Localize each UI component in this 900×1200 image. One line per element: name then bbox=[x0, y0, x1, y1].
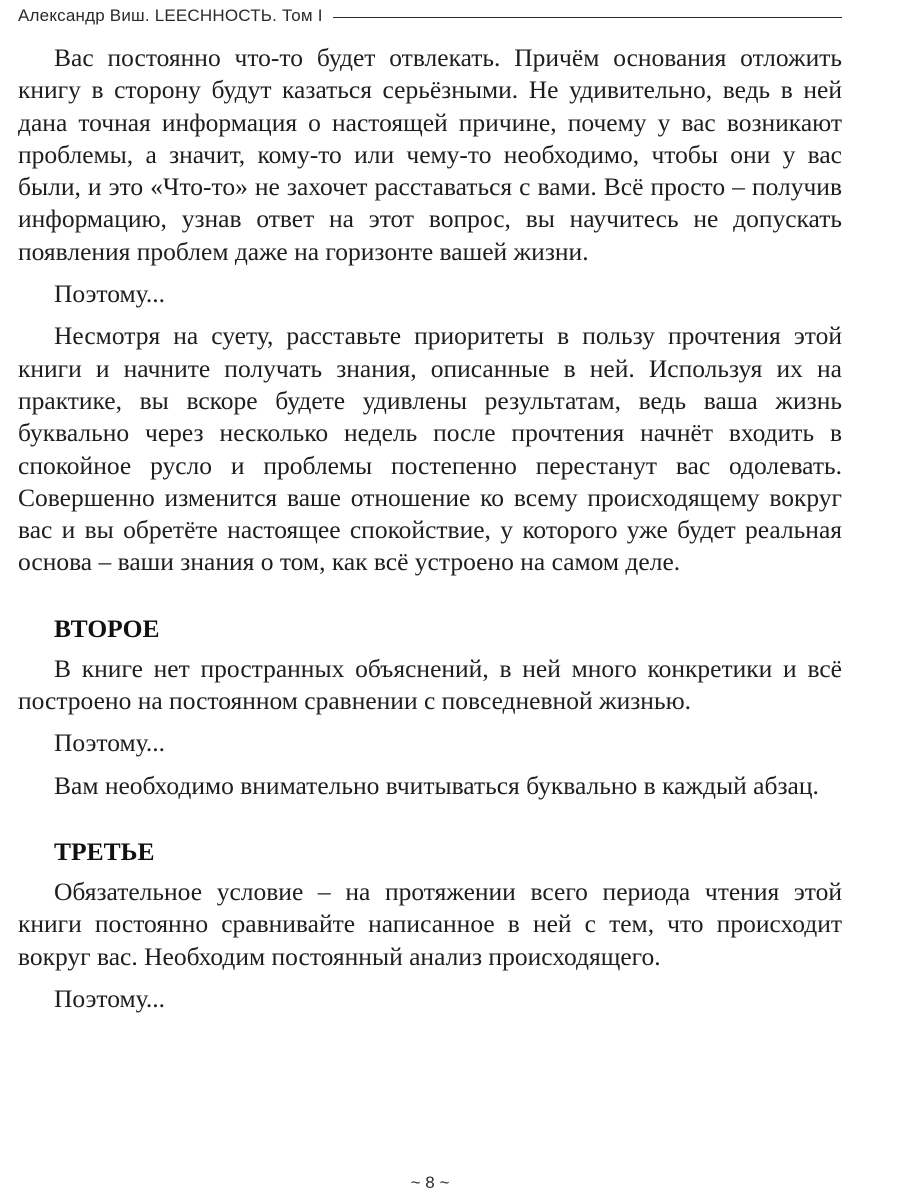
page-body bbox=[18, 42, 842, 1025]
header-divider bbox=[333, 17, 842, 18]
paragraph-therefore: Поэтому... bbox=[54, 983, 165, 1013]
paragraph-concrete: В книге нет пространных объяснений, в ней много конкретики и всё построено на постоянном сравнении с повседневной жизнью. bbox=[18, 653, 842, 716]
paragraph-read-carefully: Вам необходимо внимательно вчитываться буквально в каждый абзац. bbox=[54, 770, 819, 800]
paragraph-distraction: Вас постоянно что-то будет отвлекать. Причём основания отложить книгу в сторону будут казаться серьёзными. Не удивительно, ведь в ней дана точная информация о настоящей причине, почему у вас возникают проблемы, а значит, кому-то или чему-то необходимо, чтобы они у вас были, и это «Что-то» не захочет расставаться с вами. Всё просто – получив информацию, узнав ответ на этот вопрос, вы научитесь не допускать появления проблем даже на горизонте вашей жизни. bbox=[18, 43, 842, 266]
paragraph-priorities: Несмотря на суету, расставьте приоритеты в пользу прочтения этой книги и начните получать знания, описанные в ней. Используя их на практике, вы вскоре будете удивлены результатам, ведь ваша жизнь буквально через несколько недель после прочтения начнёт входить в спокойное русло и проблемы постепенно перестанут вас одолевать. Совершенно изменится ваше отношение ко всему происходящему вокруг вас и вы обретёте настоящее спокойствие, у которого уже будет реальная основа – ваши знания о том, как всё устроено на самом деле. bbox=[18, 321, 842, 577]
paragraph-therefore: Поэтому... bbox=[54, 279, 165, 309]
running-header bbox=[18, 6, 842, 26]
paragraph-condition: Обязательное условие – на протяжении всего периода чтения этой книги постоянно сравнивайте написанное в ней с тем, что происходит вокруг вас. Необходим постоянный анализ происходящего. bbox=[18, 876, 842, 971]
section-heading-third: ТРЕТЬЕ bbox=[54, 836, 155, 866]
section-heading-second: ВТОРОЕ bbox=[54, 613, 160, 643]
page-number: ~ 8 ~ bbox=[410, 1173, 450, 1192]
paragraph-therefore: Поэтому... bbox=[54, 728, 165, 758]
running-title: Александр Виш. LEECHНОСТЬ. Том I bbox=[18, 6, 323, 25]
